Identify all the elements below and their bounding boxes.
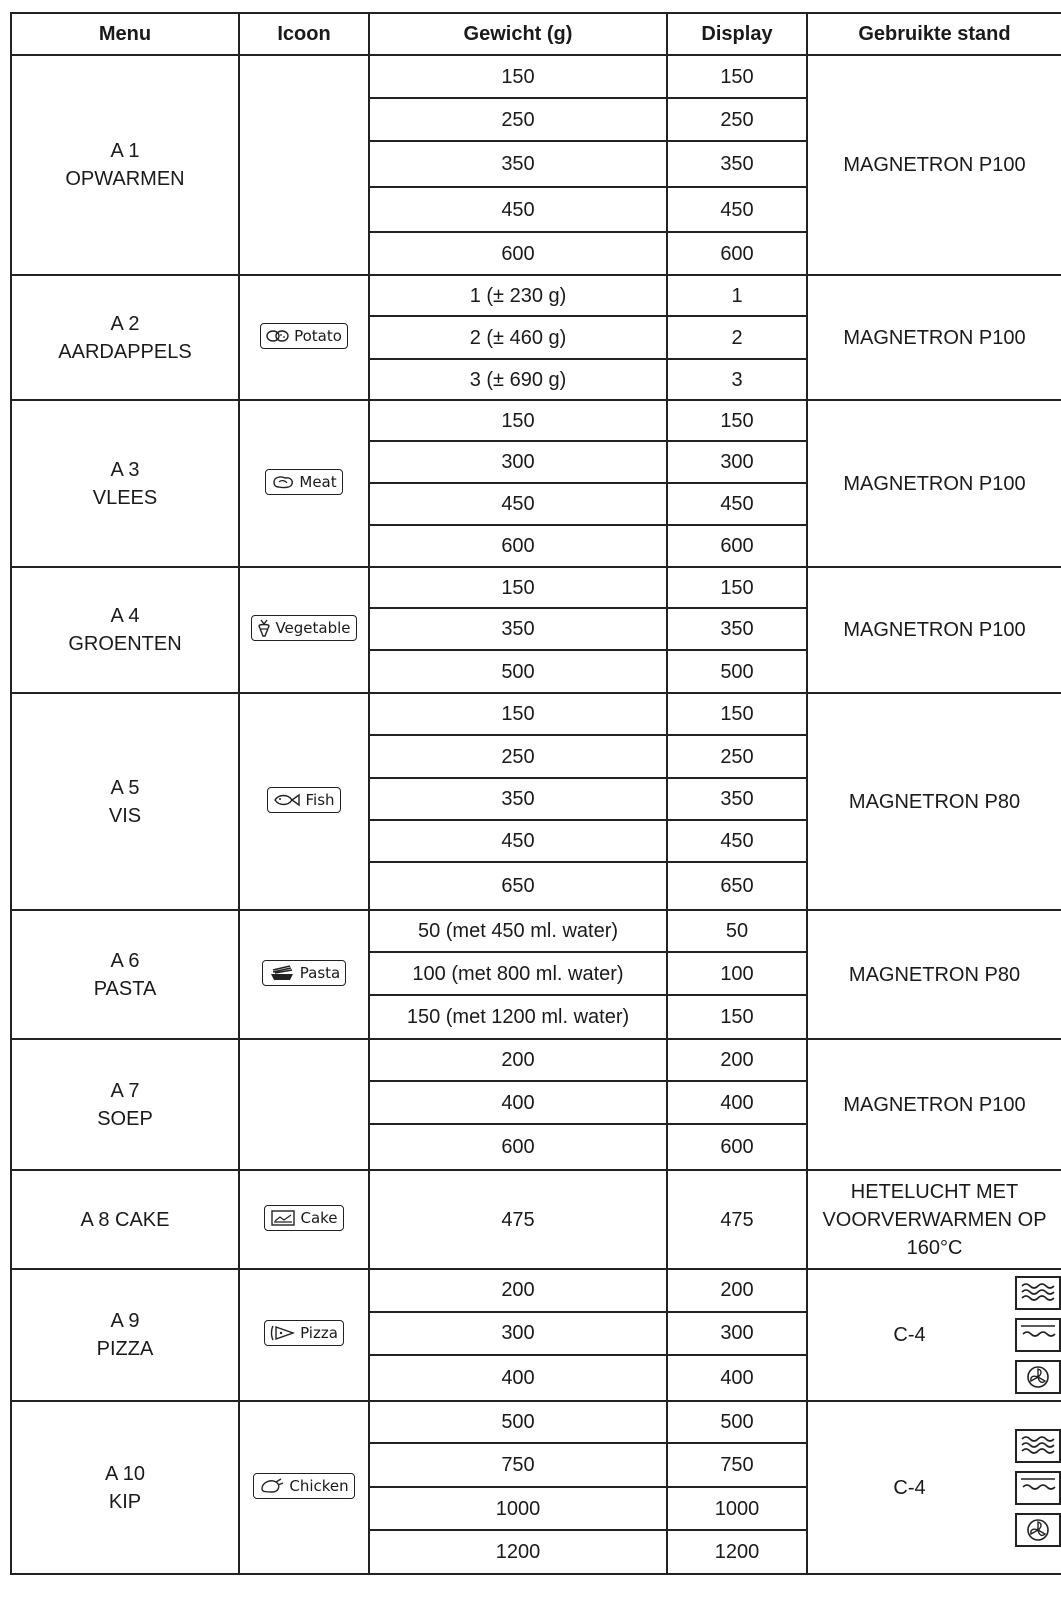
weight-cell: 450	[369, 187, 667, 232]
mode-label: MAGNETRON P80	[848, 963, 1021, 986]
weight-cell: 2 (± 460 g)	[369, 316, 667, 359]
mode-label: MAGNETRON P80	[848, 790, 1021, 813]
program-icon-button	[251, 615, 356, 641]
meat-icon	[271, 474, 295, 490]
display-cell: 600	[667, 1124, 807, 1170]
program-icon-label: Pasta	[299, 963, 341, 982]
menu-header: Menu	[11, 13, 239, 55]
weight-cell: 1 (± 230 g)	[369, 275, 667, 316]
weight-cell: 150	[369, 567, 667, 608]
weight-cell: 350	[369, 778, 667, 820]
display-cell: 300	[667, 1312, 807, 1356]
display-cell: 1000	[667, 1487, 807, 1531]
display-cell: 150	[667, 400, 807, 441]
weight-cell: 150	[369, 55, 667, 98]
mode-label: MAGNETRON P100	[843, 154, 1026, 176]
fan-icon	[1015, 1360, 1061, 1394]
program-icon-button	[267, 787, 340, 813]
mode-label: MAGNETRON P100	[843, 326, 1026, 349]
display-cell: 3	[667, 359, 807, 400]
menu-cell	[11, 1269, 239, 1401]
mode-label: C-4	[893, 1476, 926, 1499]
icon-cell	[239, 1269, 369, 1401]
icon-cell	[239, 693, 369, 910]
weight-cell: 650	[369, 862, 667, 910]
weight-cell: 250	[369, 735, 667, 778]
menu-code: A 5	[110, 776, 140, 799]
table-row	[11, 55, 1061, 98]
display-cell: 450	[667, 483, 807, 525]
display-cell: 150	[667, 55, 807, 98]
program-icon-button	[264, 1320, 344, 1346]
menu-name: PASTA	[93, 977, 157, 1000]
program-icon-button	[253, 1473, 354, 1499]
icon-cell	[239, 400, 369, 567]
display-cell: 500	[667, 650, 807, 693]
mode-cell	[807, 693, 1061, 910]
program-icon-label: Fish	[305, 791, 335, 809]
top-heat-icon	[1015, 1318, 1061, 1352]
grill-icon	[1015, 1276, 1061, 1310]
weight-cell: 450	[369, 820, 667, 862]
program-icon-button	[262, 960, 346, 986]
cooking-program-table-page	[10, 12, 1061, 1575]
weight-cell: 600	[369, 232, 667, 275]
weight-cell: 600	[369, 525, 667, 567]
grill-icon	[1015, 1429, 1061, 1463]
menu-cell	[11, 910, 239, 1039]
pizza-icon	[270, 1324, 296, 1342]
icon-cell	[239, 1039, 369, 1170]
menu-cell	[11, 567, 239, 693]
icon-cell	[239, 1401, 369, 1574]
table-row	[11, 275, 1061, 316]
table-row	[11, 910, 1061, 952]
table-row	[11, 1170, 1061, 1269]
program-icon-button	[265, 469, 342, 495]
weight-cell: 600	[369, 1124, 667, 1170]
weight-cell: 200	[369, 1269, 667, 1312]
icon-cell	[239, 1170, 369, 1269]
weight-cell: 150	[369, 400, 667, 441]
display-cell: 2	[667, 316, 807, 359]
display-cell: 650	[667, 862, 807, 910]
mode-header: Gebruikte stand	[807, 13, 1061, 55]
display-cell: 300	[667, 441, 807, 483]
menu-code: A 2	[110, 312, 140, 335]
fan-icon	[1015, 1513, 1061, 1547]
menu-name: SOEP	[97, 1107, 153, 1130]
program-icon-label: Meat	[299, 473, 337, 491]
display-cell: 350	[667, 141, 807, 187]
display-cell: 250	[667, 98, 807, 141]
weight-cell: 250	[369, 98, 667, 141]
menu-cell	[11, 400, 239, 567]
menu-cell	[11, 693, 239, 910]
display-cell: 150	[667, 995, 807, 1039]
display-cell: 200	[667, 1039, 807, 1081]
menu-code: A 7	[110, 1079, 140, 1102]
table-row	[11, 400, 1061, 441]
menu-name: AARDAPPELS	[58, 340, 192, 363]
display-cell: 150	[667, 567, 807, 608]
mode-cell	[807, 275, 1061, 400]
cake-icon	[270, 1209, 296, 1227]
menu-name: VIS	[108, 804, 142, 827]
icon-cell	[239, 275, 369, 400]
menu-code: A 9	[110, 1310, 140, 1332]
mode-cell	[807, 1170, 1061, 1269]
fish-icon	[273, 792, 301, 808]
mode-wrap	[808, 1402, 1061, 1573]
menu-cell	[11, 1401, 239, 1574]
display-cell: 150	[667, 693, 807, 735]
display-cell: 450	[667, 820, 807, 862]
mode-cell	[807, 567, 1061, 693]
icon-cell	[239, 567, 369, 693]
mode-cell	[807, 1039, 1061, 1170]
menu-code: A 4	[110, 605, 140, 627]
menu-code: A 3	[110, 458, 140, 481]
weight-cell: 400	[369, 1355, 667, 1401]
weight-cell: 450	[369, 483, 667, 525]
display-cell: 475	[667, 1170, 807, 1269]
program-icon-label: Cake	[300, 1208, 338, 1227]
table-row	[11, 1269, 1061, 1312]
potato-icon	[266, 328, 290, 344]
weight-cell: 300	[369, 441, 667, 483]
menu-code: A 10	[104, 1462, 146, 1485]
display-cell: 200	[667, 1269, 807, 1312]
display-cell: 350	[667, 778, 807, 820]
display-cell: 600	[667, 525, 807, 567]
display-cell: 50	[667, 910, 807, 952]
display-cell: 450	[667, 187, 807, 232]
weight-cell: 350	[369, 608, 667, 650]
mode-cell	[807, 400, 1061, 567]
menu-name: OPWARMEN	[65, 168, 185, 190]
display-cell: 600	[667, 232, 807, 275]
display-cell: 1200	[667, 1530, 807, 1574]
menu-cell	[11, 55, 239, 275]
vegetable-icon	[257, 618, 271, 638]
mode-cell	[807, 910, 1061, 1039]
display-cell: 400	[667, 1355, 807, 1401]
pasta-icon	[268, 964, 296, 982]
display-cell: 100	[667, 952, 807, 995]
weight-cell: 500	[369, 650, 667, 693]
menu-name: PIZZA	[96, 1338, 154, 1360]
mode-icon-stack	[1015, 1276, 1061, 1394]
weight-cell: 150	[369, 693, 667, 735]
program-icon-label: Pizza	[300, 1324, 338, 1342]
table-row	[11, 1039, 1061, 1081]
weight-cell: 200	[369, 1039, 667, 1081]
table-body	[11, 55, 1061, 1574]
table-row	[11, 567, 1061, 608]
top-heat-icon	[1015, 1471, 1061, 1505]
mode-label: MAGNETRON P100	[843, 1093, 1026, 1116]
weight-cell: 300	[369, 1312, 667, 1356]
table-row	[11, 693, 1061, 735]
weight-cell: 400	[369, 1081, 667, 1124]
weight-cell: 350	[369, 141, 667, 187]
mode-label: MAGNETRON P100	[843, 619, 1026, 641]
weight-cell: 1000	[369, 1487, 667, 1531]
table-header-row	[11, 13, 1061, 55]
display-cell: 1	[667, 275, 807, 316]
chicken-icon	[259, 1477, 285, 1495]
weight-cell: 100 (met 800 ml. water)	[369, 952, 667, 995]
program-icon-label: Potato	[294, 327, 342, 345]
program-icon-label: Vegetable	[275, 618, 351, 637]
icon-cell	[239, 910, 369, 1039]
weight-cell: 150 (met 1200 ml. water)	[369, 995, 667, 1039]
weight-header: Gewicht (g)	[369, 13, 667, 55]
display-header: Display	[667, 13, 807, 55]
mode-wrap	[808, 1270, 1061, 1400]
menu-name: VLEES	[92, 486, 158, 509]
program-icon-button	[260, 323, 348, 349]
mode-label: HETELUCHT MET VOORVERWARMEN OP 160°C	[822, 1180, 1047, 1259]
program-icon-button	[264, 1205, 343, 1231]
icon-header: Icoon	[239, 13, 369, 55]
weight-cell: 475	[369, 1170, 667, 1269]
weight-cell: 750	[369, 1443, 667, 1487]
icon-cell	[239, 55, 369, 275]
menu-code: A 8 CAKE	[80, 1208, 170, 1231]
menu-name: KIP	[108, 1490, 142, 1513]
program-icon-label: Chicken	[289, 1476, 349, 1495]
mode-cell	[807, 55, 1061, 275]
mode-cell	[807, 1401, 1061, 1574]
mode-icon-stack	[1015, 1429, 1061, 1547]
menu-code: A 6	[110, 949, 140, 972]
table-row	[11, 1401, 1061, 1443]
weight-cell: 500	[369, 1401, 667, 1443]
weight-cell: 50 (met 450 ml. water)	[369, 910, 667, 952]
mode-label: MAGNETRON P100	[843, 472, 1026, 495]
menu-cell	[11, 1170, 239, 1269]
menu-cell	[11, 275, 239, 400]
cooking-program-table	[10, 12, 1061, 1575]
weight-cell: 1200	[369, 1530, 667, 1574]
menu-name: GROENTEN	[68, 633, 182, 655]
mode-cell	[807, 1269, 1061, 1401]
display-cell: 350	[667, 608, 807, 650]
weight-cell: 3 (± 690 g)	[369, 359, 667, 400]
menu-code: A 1	[110, 140, 140, 162]
menu-cell	[11, 1039, 239, 1170]
display-cell: 750	[667, 1443, 807, 1487]
mode-label: C-4	[893, 1324, 926, 1346]
display-cell: 400	[667, 1081, 807, 1124]
display-cell: 250	[667, 735, 807, 778]
display-cell: 500	[667, 1401, 807, 1443]
